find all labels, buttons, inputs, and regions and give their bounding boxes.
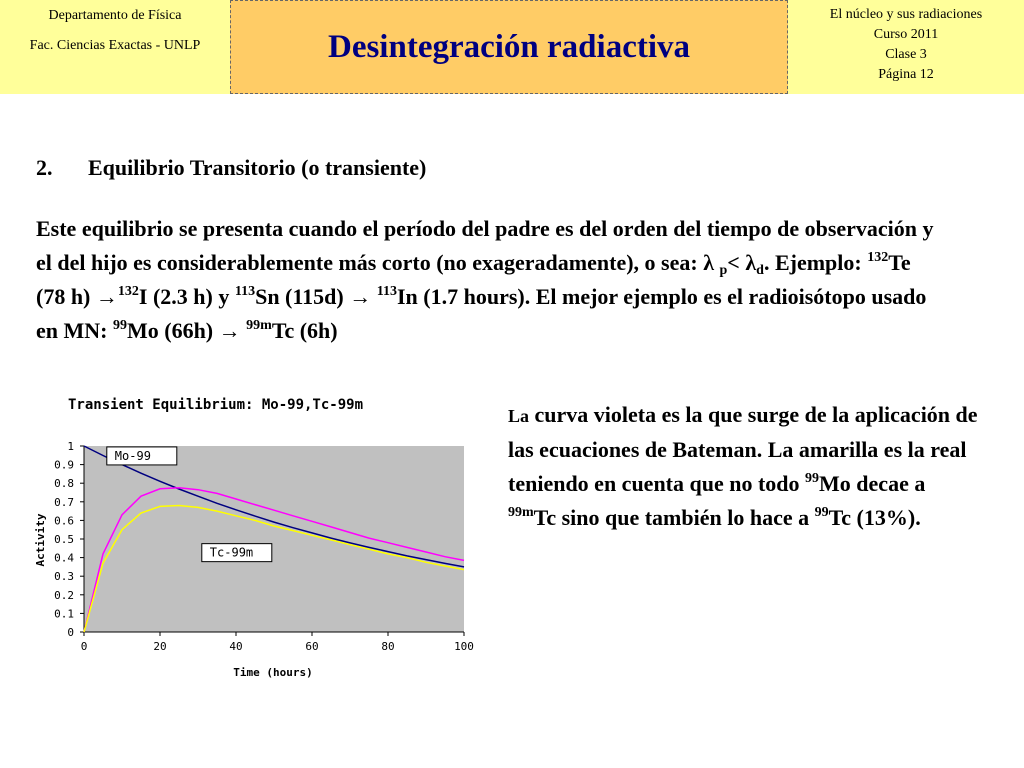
y-tick-label: 0.9: [54, 458, 74, 472]
header-title-box: [230, 0, 788, 94]
department-label: Departamento de Física: [48, 8, 182, 23]
header-right-block: [788, 0, 1024, 94]
y-tick-label: 0.3: [54, 570, 74, 584]
section-title: Equilibrio Transitorio (o transiente): [88, 155, 427, 180]
y-tick-label: 0.4: [54, 551, 74, 565]
less-than: <: [727, 250, 746, 275]
x-tick-label: 80: [381, 640, 395, 653]
page-number: Página 12: [878, 67, 934, 82]
section-number: 2.: [36, 155, 53, 180]
y-tick-label: 0: [67, 626, 74, 639]
y-tick-label: 0.6: [54, 514, 74, 528]
para-text-5: Sn (115d) →: [255, 284, 377, 309]
para-text-2: . Ejemplo:: [763, 250, 868, 275]
x-tick-label: 0: [80, 640, 88, 653]
explanation-text-2: Mo decae a: [819, 471, 926, 496]
y-tick-label: 0.8: [54, 477, 74, 491]
section-heading: [36, 155, 426, 181]
para-text-8: Tc (6h): [271, 318, 338, 343]
x-tick-label: 20: [153, 640, 167, 653]
explanation-text-4: Tc (13%).: [828, 505, 921, 530]
page-title: Desintegración radiactiva: [327, 28, 691, 65]
explanation-text-3: Tc sino que también lo hace a: [533, 505, 815, 530]
sub-d: d: [756, 263, 764, 278]
chart-svg: [28, 390, 480, 690]
legend-tc99m-label: Tc-99m: [209, 545, 254, 560]
y-tick-label: 1: [67, 440, 74, 453]
course-name: El núcleo y sus radiaciones: [829, 7, 983, 22]
y-tick-label: 0.5: [54, 533, 74, 546]
header-left-block: [0, 0, 230, 94]
legend-mo99-label: Mo-99: [114, 448, 151, 463]
sup-113-in: 113: [376, 284, 397, 299]
sub-p: p: [719, 263, 728, 278]
body-paragraph: [36, 212, 936, 348]
explanation-first-word: La: [508, 406, 530, 426]
sup-132-te: 132: [867, 250, 889, 265]
para-text-3: Te (78 h) →: [36, 250, 911, 309]
para-text-1: Este equilibrio se presenta cuando el período del padre es del orden del tiempo de observación y el del hijo es considerablemente más corto (no exageradamente), o sea:: [36, 216, 934, 275]
exp-sup-99-tc: 99: [814, 505, 829, 520]
class-number: Clase 3: [885, 47, 927, 62]
sup-99m-tc: 99m: [246, 318, 272, 333]
y-tick-label: 0.7: [54, 495, 74, 509]
x-tick-label: 100: [454, 640, 474, 653]
y-tick-label: 0.2: [54, 588, 74, 602]
transient-equilibrium-chart: [28, 390, 480, 695]
lambda-parent: λ: [703, 250, 714, 275]
x-tick-label: 60: [305, 640, 319, 653]
exp-sup-99m-tc: 99m: [508, 505, 534, 520]
sup-113-sn: 113: [234, 284, 256, 299]
explanation-text: [508, 398, 978, 535]
lambda-daughter: λ: [745, 250, 757, 275]
sup-99-mo: 99: [112, 318, 127, 333]
faculty-label: Fac. Ciencias Exactas - UNLP: [29, 38, 201, 53]
para-text-7: Mo (66h) →: [126, 318, 247, 343]
explanation-text-1: curva violeta es la que surge de la aplicación de las ecuaciones de Bateman. La amarilla es la real teniendo en cuenta que no todo: [508, 402, 978, 496]
para-text-4: I (2.3 h) y: [138, 284, 235, 309]
para-text-6: In (1.7 hours). El mejor ejemplo es el radioisótopo usado en MN:: [36, 284, 927, 343]
y-axis-label: Activity: [34, 513, 47, 567]
y-tick-label: 0.1: [54, 607, 74, 621]
x-tick-label: 40: [229, 640, 243, 653]
x-axis-label: Time (hours): [233, 666, 313, 679]
exp-sup-99-mo: 99: [805, 471, 820, 486]
sup-132-i: 132: [117, 284, 139, 299]
course-year: Curso 2011: [873, 27, 939, 42]
chart-title: Transient Equilibrium: Mo-99,Tc-99m: [68, 397, 364, 413]
